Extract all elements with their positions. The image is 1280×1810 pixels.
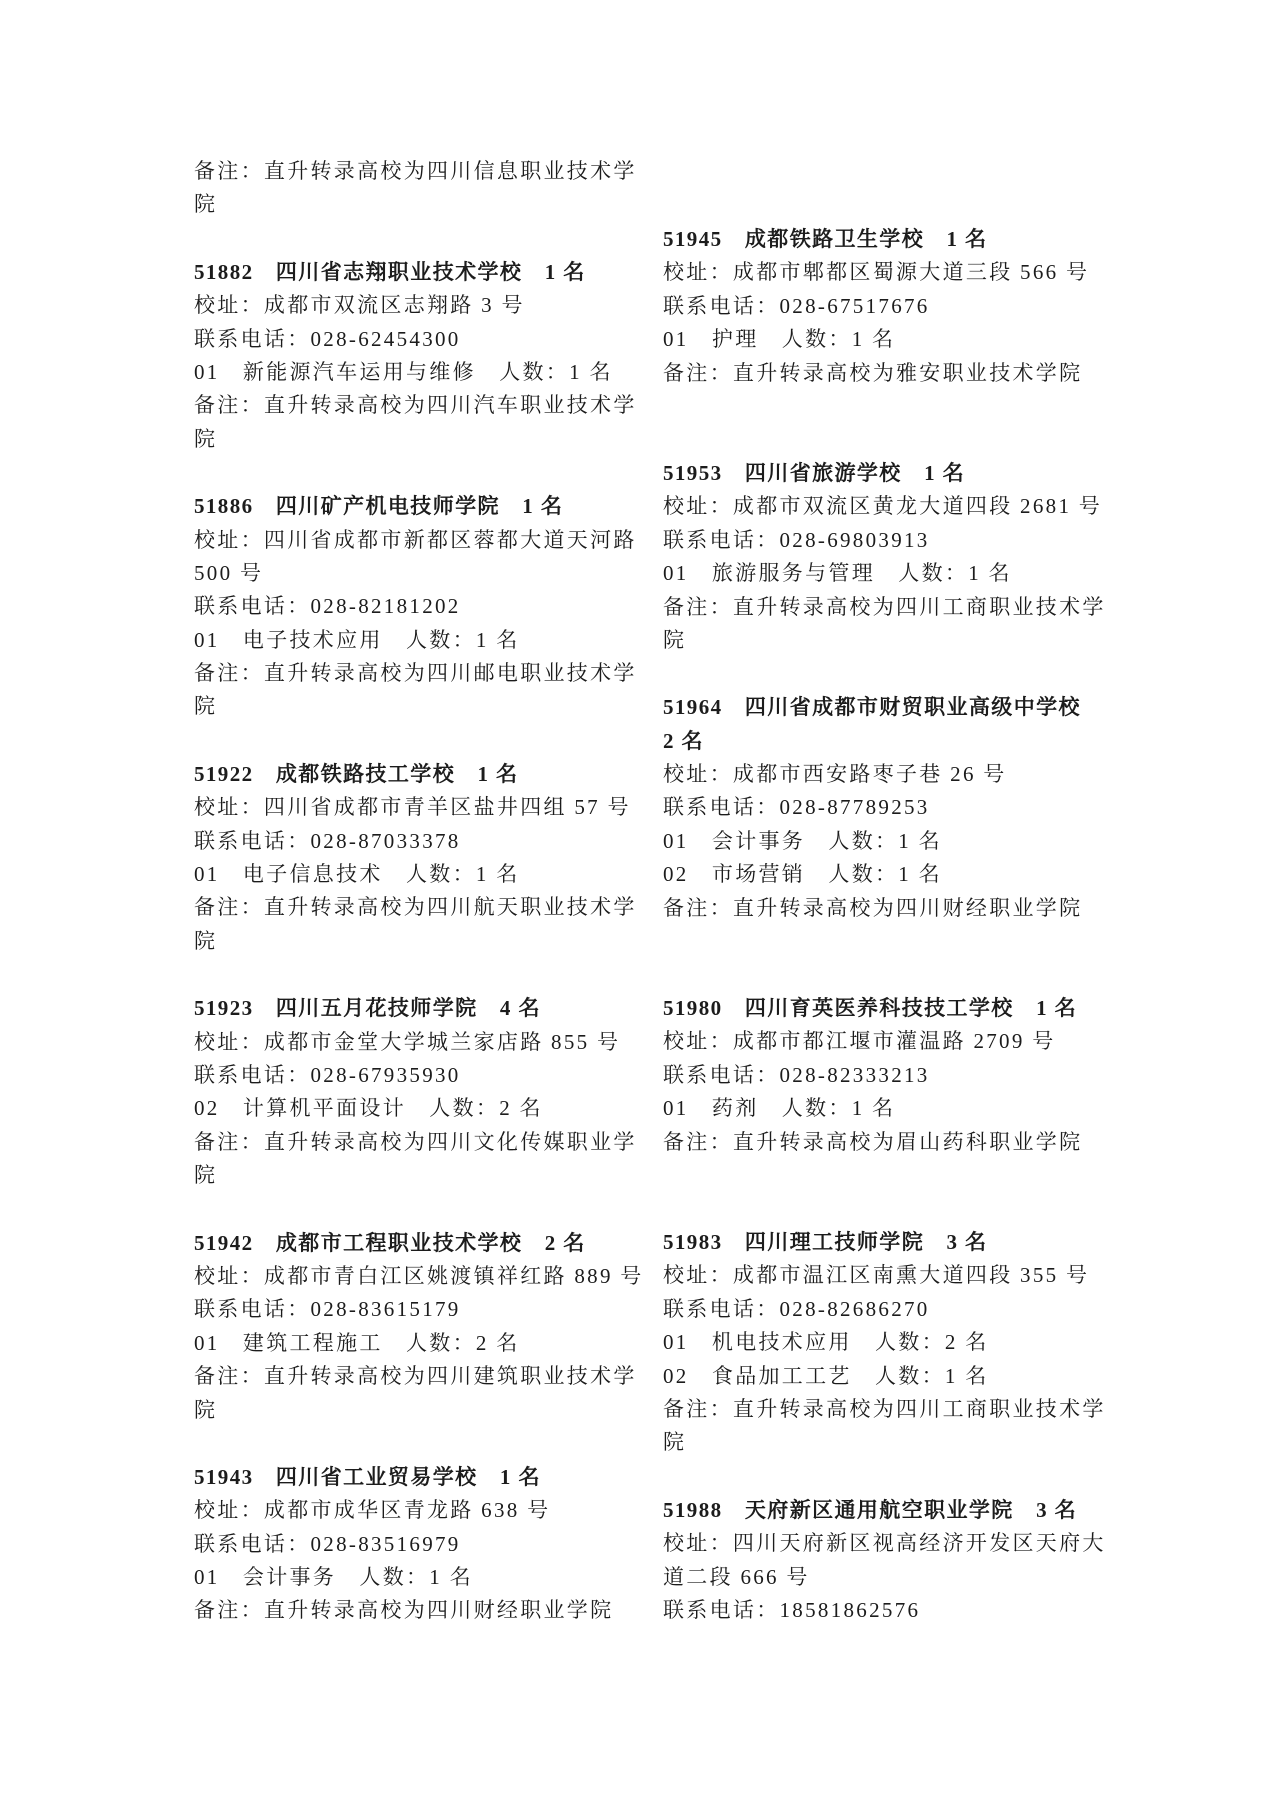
entry-body-line: 联系电话：18581862576 [663,1597,921,1622]
entry-title-line: 51988 天府新区通用航空职业学院 3 名 [663,1497,1078,1522]
school-entry [663,223,1123,390]
entry-title-line: 51945 成都铁路卫生学校 1 名 [663,227,988,251]
school-entry [194,758,644,958]
school-entry [194,1227,644,1427]
entry-title-line: 51943 四川省工业贸易学校 1 名 [194,1464,541,1489]
entry-body-line: 校址：四川天府新区视高经济开发区天府大 [663,1531,1106,1556]
entry-body-line: 01 电子信息技术 人数：1 名 [194,862,520,887]
entry-body-line: 备注：直升转录高校为四川建筑职业技术学 [194,1364,637,1389]
entry-body-line: 院 [194,192,218,217]
entry-body-line: 02 计算机平面设计 人数：2 名 [194,1096,543,1121]
entry-body-line: 备注：直升转录高校为四川邮电职业技术学 [194,661,637,686]
school-entry [194,490,644,724]
entry-body-line: 01 会计事务 人数：1 名 [663,828,942,853]
entry-body-line: 校址：四川省成都市新都区蓉都大道天河路 [194,527,637,552]
school-entry [194,992,644,1192]
entry-body-line: 01 会计事务 人数：1 名 [194,1565,473,1590]
entry-body-line: 校址：成都市西安路枣子巷 26 号 [663,762,1007,787]
entry-body-line: 备注：直升转录高校为雅安职业技术学院 [663,360,1083,385]
entry-title-line: 51964 四川省成都市财贸职业高级中学校 [663,695,1081,720]
entry-body-line: 备注：直升转录高校为四川信息职业技术学 [194,159,637,183]
entry-body-line: 01 建筑工程施工 人数：2 名 [194,1330,520,1355]
entry-body-line: 01 护理 人数：1 名 [663,327,896,352]
entry-body-line: 院 [663,627,687,652]
entry-body-line: 联系电话：028-83615179 [194,1297,461,1322]
entry-body-line: 院 [194,1397,218,1422]
entry-body-line: 01 药剂 人数：1 名 [663,1096,896,1121]
entry-body-line: 联系电话：028-69803913 [663,527,930,552]
entry-body-line: 备注：直升转录高校为四川财经职业学院 [663,895,1083,920]
entry-body-line: 联系电话：028-67517676 [663,293,930,318]
entry-body-line: 院 [663,1430,687,1455]
entry-body-line: 校址：成都市双流区志翔路 3 号 [194,293,525,318]
entry-title-line: 51980 四川育英医养科技技工学校 1 名 [663,996,1078,1021]
entry-body-line: 联系电话：028-82333213 [663,1062,930,1087]
entry-body-line: 联系电话：028-83516979 [194,1531,461,1556]
school-entry [663,457,1123,657]
entry-body-line: 校址：成都市金堂大学城兰家店路 855 号 [194,1029,621,1054]
school-entry [663,1494,1123,1628]
school-entry [663,1226,1123,1460]
entry-body-line: 备注：直升转录高校为四川工商职业技术学 [663,1396,1106,1421]
text-column-left [194,155,644,1628]
entry-body-line: 备注：直升转录高校为眉山药科职业学院 [663,1129,1083,1154]
entry-body-line: 备注：直升转录高校为四川工商职业技术学 [663,594,1106,619]
entry-title-line: 51923 四川五月花技师学院 4 名 [194,996,541,1021]
entry-body-line: 01 机电技术应用 人数：2 名 [663,1330,989,1355]
entry-body-line: 01 旅游服务与管理 人数：1 名 [663,561,1012,586]
entry-body-line: 02 食品加工工艺 人数：1 名 [663,1363,989,1388]
entry-title-line: 51953 四川省旅游学校 1 名 [663,460,966,485]
entry-body-line: 校址：成都市青白江区姚渡镇祥红路 889 号 [194,1263,644,1288]
entry-body-line: 联系电话：028-87033378 [194,828,461,853]
entry-body-line: 备注：直升转录高校为四川航天职业技术学 [194,895,637,920]
entry-body-line: 院 [194,694,218,719]
entry-body-line: 01 新能源汽车运用与维修 人数：1 名 [194,359,613,384]
entry-body-line: 02 市场营销 人数：1 名 [663,862,942,887]
entry-body-line: 院 [194,426,218,451]
entry-title-line: 51882 四川省志翔职业技术学校 1 名 [194,259,586,284]
entry-body-line: 备注：直升转录高校为四川财经职业学院 [194,1598,614,1623]
entry-title-line: 51942 成都市工程职业技术学校 2 名 [194,1230,586,1255]
entry-body-line: 校址：成都市双流区黄龙大道四段 2681 号 [663,494,1103,519]
school-entry-continuation [194,155,644,222]
entry-title-line: 51983 四川理工技师学院 3 名 [663,1229,988,1254]
entry-body-line: 备注：直升转录高校为四川文化传媒职业学 [194,1129,637,1154]
entry-body-line: 校址：成都市都江堰市灌温路 2709 号 [663,1029,1056,1054]
entry-body-line: 01 电子技术应用 人数：1 名 [194,627,520,652]
entry-title-line: 51922 成都铁路技工学校 1 名 [194,761,519,786]
school-entry [194,1461,644,1628]
entry-body-line: 备注：直升转录高校为四川汽车职业技术学 [194,393,637,418]
entry-body-line: 校址：成都市郫都区蜀源大道三段 566 号 [663,260,1090,285]
school-entry [663,691,1123,925]
text-column-right [663,223,1123,1627]
entry-body-line: 校址：成都市成华区青龙路 638 号 [194,1498,551,1523]
entry-body-line: 院 [194,1163,218,1188]
entry-body-line: 联系电话：028-82181202 [194,594,461,619]
school-entry [663,992,1123,1159]
entry-title-line: 2 名 [663,728,704,753]
entry-body-line: 联系电话：028-67935930 [194,1062,461,1087]
entry-body-line: 联系电话：028-62454300 [194,326,461,351]
entry-title-line: 51886 四川矿产机电技师学院 1 名 [194,494,564,519]
entry-body-line: 联系电话：028-87789253 [663,795,930,820]
school-entry [194,256,644,456]
entry-body-line: 校址：成都市温江区南熏大道四段 355 号 [663,1263,1090,1288]
entry-body-line: 联系电话：028-82686270 [663,1296,930,1321]
entry-body-line: 院 [194,928,218,953]
entry-body-line: 道二段 666 号 [663,1564,810,1589]
entry-body-line: 500 号 [194,560,264,585]
entry-body-line: 校址：四川省成都市青羊区盐井四组 57 号 [194,795,631,820]
